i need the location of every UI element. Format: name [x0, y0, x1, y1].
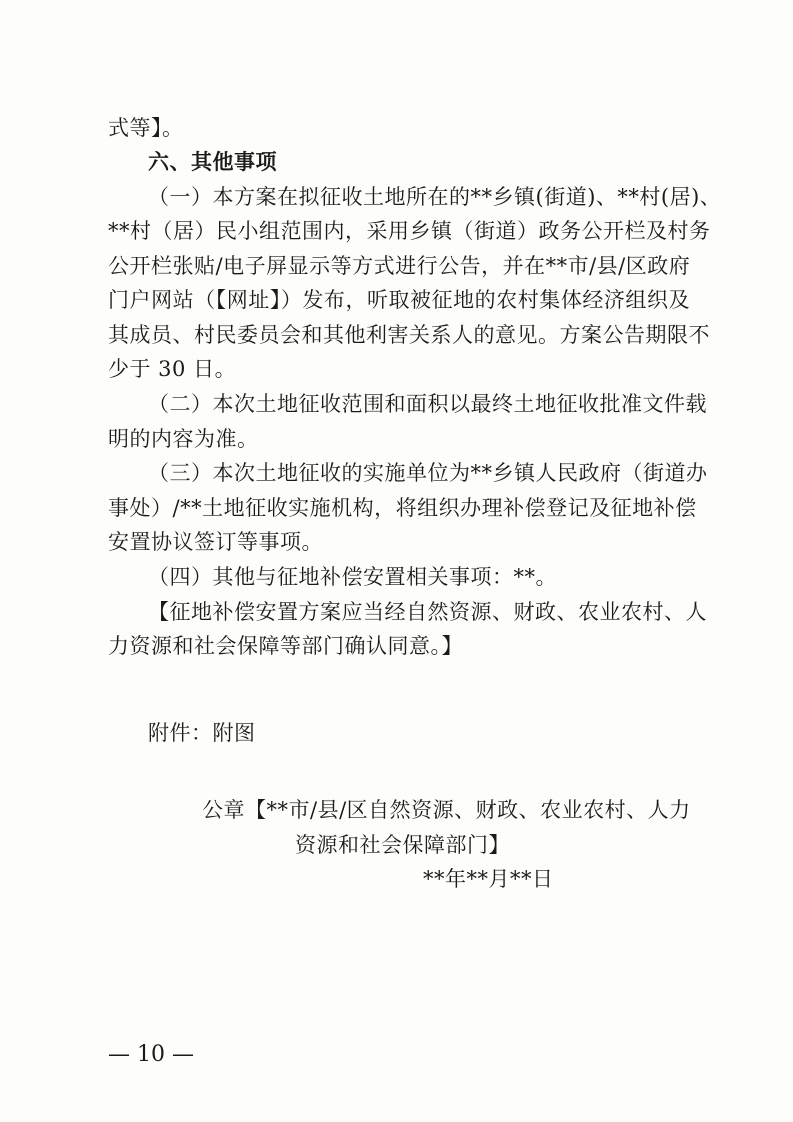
paragraph-3-line-2: 事处）/**土地征收实施机构，将组织办理补偿登记及征地补偿 [108, 496, 697, 520]
seal-line-1: 公章【**市/县/区自然资源、财政、农业农村、人力 [202, 798, 691, 822]
paragraph-2-line-1: （二）本次土地征收范围和面积以最终土地征收批准文件载 [148, 392, 707, 416]
seal-line-2: 资源和社会保障部门】 [295, 833, 510, 857]
paragraph-2-line-2: 明的内容为准。 [108, 427, 259, 451]
paragraph-1-line-3: 公开栏张贴/电子屏显示等方式进行公告，并在**市/县/区政府 [108, 254, 691, 278]
paragraph-5-line-2: 力资源和社会保障等部门确认同意。】 [108, 634, 463, 658]
continuation-text: 式等】。 [108, 116, 184, 140]
paragraph-1-line-1: （一）本方案在拟征收土地所在的**乡镇(街道)、**村(居)、 [148, 185, 722, 209]
paragraph-1-line-6: 少于 30 日。 [108, 357, 237, 381]
paragraph-1-line-2: **村（居）民小组范围内，采用乡镇（街道）政务公开栏及村务 [108, 219, 711, 243]
paragraph-4-line-1: （四）其他与征地补偿安置相关事项：**。 [148, 565, 557, 589]
paragraph-1-line-5: 其成员、村民委员会和其他利害关系人的意见。方案公告期限不 [108, 323, 710, 347]
paragraph-3-line-3: 安置协议签订等事项。 [108, 530, 323, 554]
paragraph-5-line-1: 【征地补偿安置方案应当经自然资源、财政、农业农村、人 [148, 600, 707, 624]
section-heading: 六、其他事项 [148, 149, 277, 174]
attachment-line: 附件：附图 [148, 721, 256, 745]
date-line: **年**月**日 [423, 867, 554, 891]
page-number: — 10 — [108, 1042, 194, 1067]
paragraph-3-line-1: （三）本次土地征收的实施单位为**乡镇人民政府（街道办 [148, 461, 708, 485]
paragraph-1-line-4: 门户网站（【网址】）发布，听取被征地的农村集体经济组织及 [108, 288, 690, 312]
